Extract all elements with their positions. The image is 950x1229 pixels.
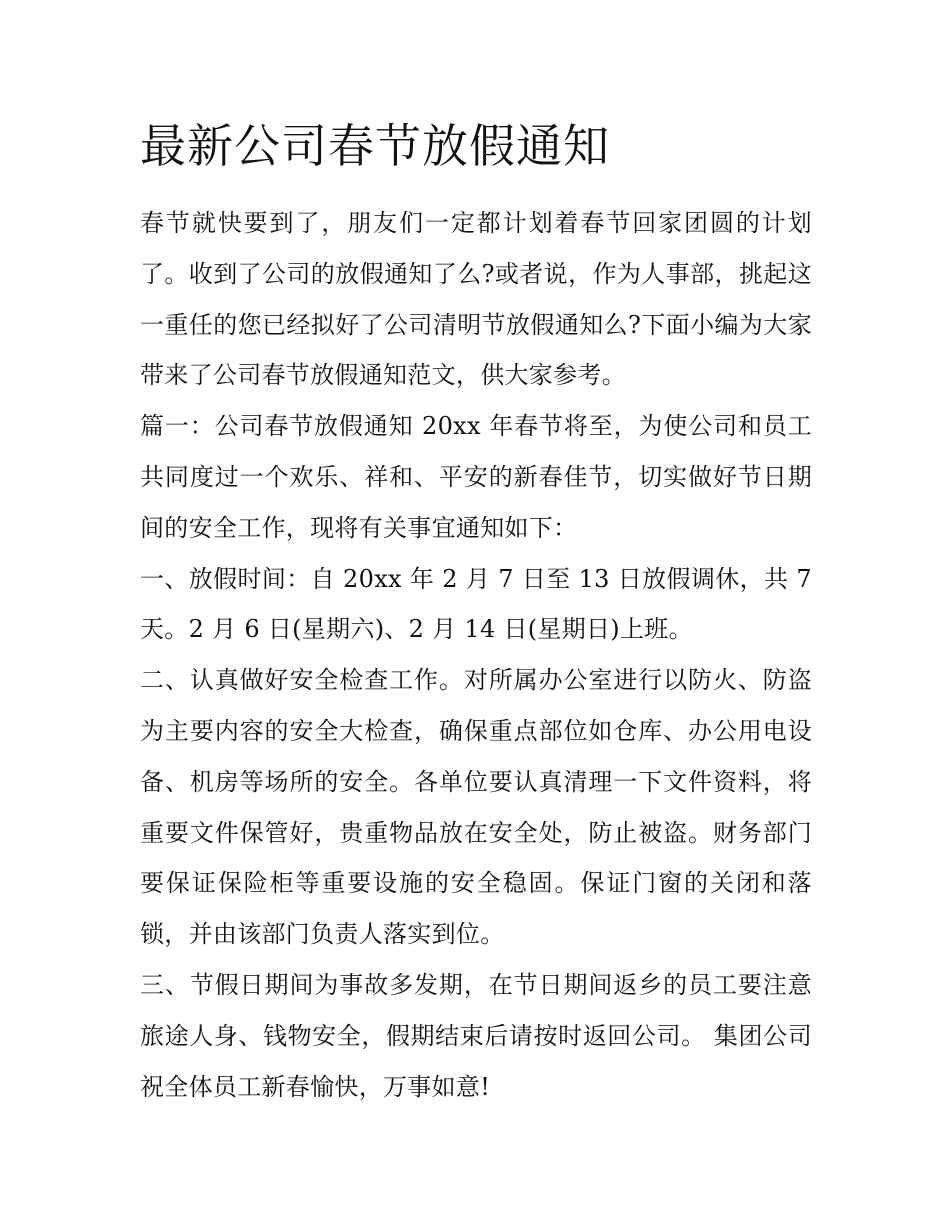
document-body xyxy=(140,198,812,1112)
paragraph-safety-inspection: 二、认真做好安全检查工作。对所属办公室进行以防火、防盗为主要内容的安全大检查，确保重点部位如仓库、办公用电设备、机房等场所的安全。各单位要认真清理一下文件资料，将重要文件保管好，贵重物品放在安全处，防止被盗。财务部门要保证保险柜等重要设施的安全稳固。保证门窗的关闭和落锁，并由该部门负责人落实到位。 xyxy=(140,666,812,949)
paragraph-notice-opening: 篇一：公司春节放假通知 20xx 年春节将至，为使公司和员工共同度过一个欢乐、祥和、平安的新春佳节，切实做好节日期间的安全工作，现将有关事宜通知如下： xyxy=(140,412,812,542)
document-title: 最新公司春节放假通知 xyxy=(140,119,610,173)
paragraph-intro: 春节就快要到了，朋友们一定都计划着春节回家团圆的计划了。收到了公司的放假通知了么?或者说，作为人事部，挑起这一重任的您已经拟好了公司清明节放假通知么?下面小编为大家带来了公司春节放假通知范文，供大家参考。 xyxy=(140,209,812,390)
paragraph-travel-safety: 三、节假日期间为事故多发期，在节日期间返乡的员工要注意旅途人身、钱物安全，假期结束后请按时返回公司。 集团公司祝全体员工新春愉快，万事如意! xyxy=(140,970,812,1101)
paragraph-holiday-time: 一、放假时间：自 20xx 年 2 月 7 日至 13 日放假调休，共 7 天。2 月 6 日(星期六)、2 月 14 日(星期日)上班。 xyxy=(140,564,812,644)
